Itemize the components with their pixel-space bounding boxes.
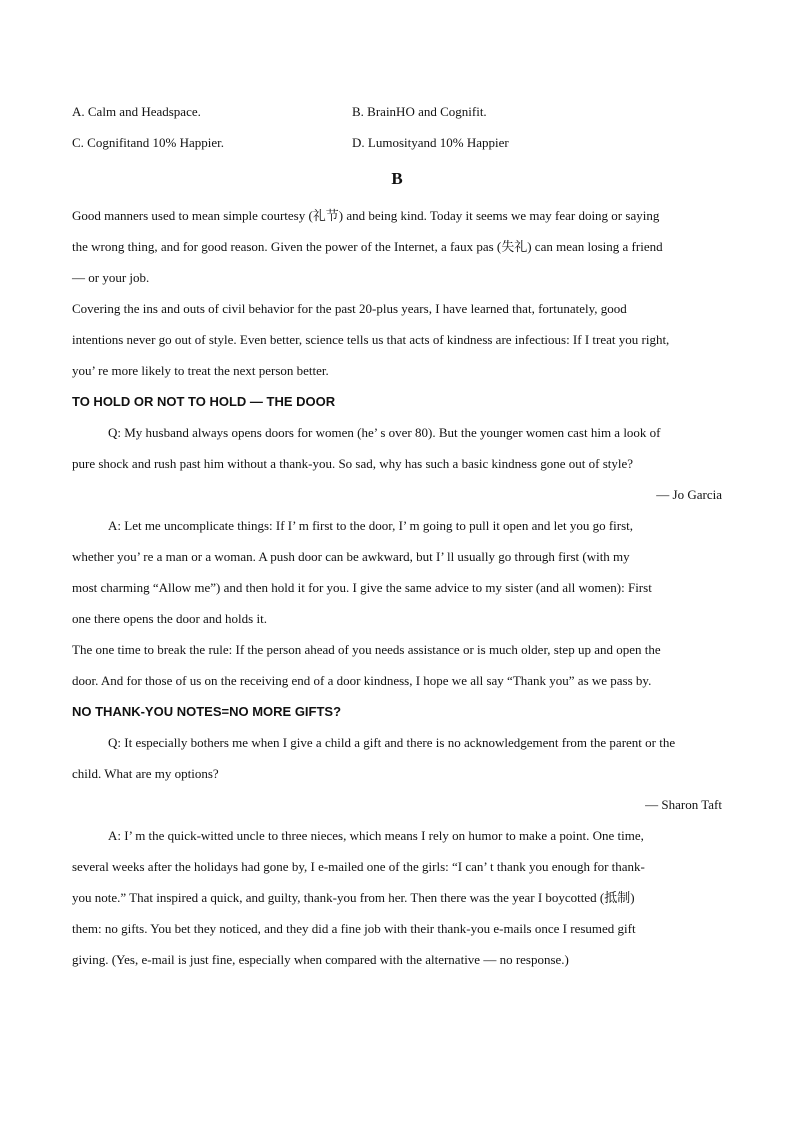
passage-line: intentions never go out of style. Even better, science tells us that acts of kindness are infectious: If I treat you right, xyxy=(72,332,670,347)
answer-line: them: no gifts. You bet they noticed, and they did a fine job with their thank-you e-mails once I resumed gift xyxy=(72,921,636,936)
section-heading-notes: NO THANK-YOU NOTES=NO MORE GIFTS? xyxy=(72,704,342,719)
answer-line: several weeks after the holidays had gone by, I e-mailed one of the girls: “I can’ t thank you enough for thank- xyxy=(72,859,645,874)
passage-line: Good manners used to mean simple courtesy (礼节) and being kind. Today it seems we may fear doing or saying xyxy=(72,208,660,223)
section-heading-door: TO HOLD OR NOT TO HOLD — THE DOOR xyxy=(72,394,336,409)
answer-line: most charming “Allow me”) and then hold it for you. I give the same advice to my sister (and all women): First xyxy=(72,580,652,595)
passage-line: Covering the ins and outs of civil behavior for the past 20-plus years, I have learned that, fortunately, good xyxy=(72,301,627,316)
passage-line: The one time to break the rule: If the person ahead of you needs assistance or is much older, step up and open the xyxy=(72,642,661,657)
options-row-2 xyxy=(72,133,722,153)
passage-line: door. And for those of us on the receiving end of a door kindness, I hope we all say “Thank you” as we pass by. xyxy=(72,673,652,688)
question-line: Q: My husband always opens doors for women (he’ s over 80). But the younger women cast him a look of xyxy=(108,425,661,440)
option-b: B. BrainHO and Cognifit. xyxy=(352,104,487,119)
question-line: child. What are my options? xyxy=(72,766,219,781)
answer-line: A: I’ m the quick-witted uncle to three nieces, which means I rely on humor to make a point. One time, xyxy=(108,828,644,843)
question-line: Q: It especially bothers me when I give a child a gift and there is no acknowledgement from the parent or the xyxy=(108,735,676,750)
answer-line: one there opens the door and holds it. xyxy=(72,611,267,626)
option-c: C. Cognifitand 10% Happier. xyxy=(72,135,225,150)
passage-line: — or your job. xyxy=(72,270,150,285)
question-line: pure shock and rush past him without a thank-you. So sad, why has such a basic kindness gone out of style? xyxy=(72,456,634,471)
signature-jo-garcia: — Jo Garcia xyxy=(656,487,722,502)
option-a: A. Calm and Headspace. xyxy=(72,104,201,119)
section-label: B xyxy=(391,169,403,188)
passage-line: the wrong thing, and for good reason. Given the power of the Internet, a faux pas (失礼) can mean losing a friend xyxy=(72,239,663,254)
options-row-1 xyxy=(72,102,722,122)
passage-text xyxy=(72,200,722,975)
answer-line: giving. (Yes, e-mail is just fine, especially when compared with the alternative — no response.) xyxy=(72,952,569,967)
answer-line: you note.” That inspired a quick, and guilty, thank-you from her. Then there was the year I boycotted (抵制) xyxy=(72,890,635,905)
signature-sharon-taft: — Sharon Taft xyxy=(645,797,722,812)
answer-line: A: Let me uncomplicate things: If I’ m first to the door, I’ m going to pull it open and let you go first, xyxy=(108,518,634,533)
option-d: D. Lumosityand 10% Happier xyxy=(352,135,509,150)
answer-line: whether you’ re a man or a woman. A push door can be awkward, but I’ ll usually go through first (with my xyxy=(72,549,630,564)
passage-line: you’ re more likely to treat the next person better. xyxy=(72,363,329,378)
